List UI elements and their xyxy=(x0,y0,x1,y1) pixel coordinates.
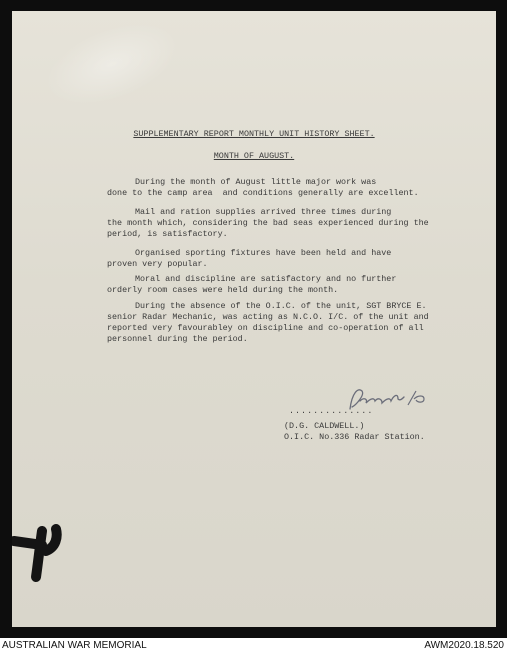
signature-dotted-line: .............. xyxy=(289,406,374,416)
signatory-name: (D.G. CALDWELL.) xyxy=(284,421,365,431)
paper-crease xyxy=(34,11,189,121)
paragraph-5-line-2: senior Radar Mechanic, was acting as N.C.O. I/C. of the unit and xyxy=(107,312,429,322)
paragraph-1-line-1: During the month of August little major work was xyxy=(135,177,377,187)
paragraph-1-line-2: done to the camp area and conditions generally are excellent. xyxy=(107,188,419,198)
paragraph-5-line-4: personnel during the period. xyxy=(107,334,248,344)
document-page xyxy=(12,11,496,627)
paragraph-5-line-1: During the absence of the O.I.C. of the unit, SGT BRYCE E. xyxy=(135,301,427,311)
signatory-title: O.I.C. No.336 Radar Station. xyxy=(284,432,425,442)
paragraph-5-line-3: reported very favourabley on discipline and co-operation of all xyxy=(107,323,424,333)
paragraph-3-line-2: proven very popular. xyxy=(107,259,208,269)
paragraph-4-line-2: orderly room cases were held during the month. xyxy=(107,285,339,295)
handwritten-h-mark xyxy=(12,523,68,583)
footer-accession-number: AWM2020.18.520 xyxy=(424,640,504,651)
paragraph-4-line-1: Moral and discipline are satisfactory and no further xyxy=(135,274,397,284)
document-subtitle: MONTH OF AUGUST. xyxy=(213,151,295,161)
paragraph-2-line-3: period, is satisfactory. xyxy=(107,229,228,239)
document-title: SUPPLEMENTARY REPORT MONTHLY UNIT HISTORY SHEET. xyxy=(133,129,375,139)
paragraph-3-line-1: Organised sporting fixtures have been held and have xyxy=(135,248,392,258)
footer-source-label: AUSTRALIAN WAR MEMORIAL xyxy=(2,640,147,651)
paragraph-2-line-1: Mail and ration supplies arrived three times during xyxy=(135,207,392,217)
paragraph-2-line-2: the month which, considering the bad seas experienced during the xyxy=(107,218,429,228)
